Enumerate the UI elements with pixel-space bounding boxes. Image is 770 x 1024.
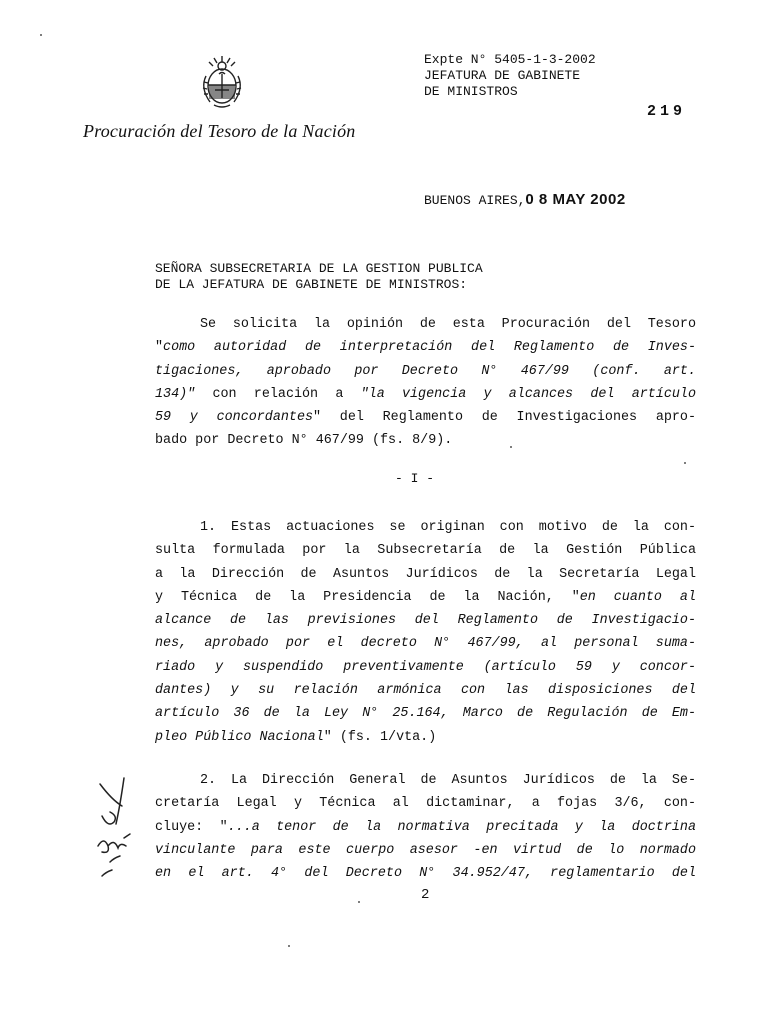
text-line: tigaciones, aprobado por Decreto N° 467/99 (conf. art. (155, 363, 696, 379)
text-line: en el art. 4° del Decreto N° 34.952/47, reglamentario del (155, 866, 696, 882)
office-line: DE MINISTROS (424, 84, 518, 99)
file-header (424, 52, 596, 100)
text-line: nes, aprobado por el decreto N° 467/99, al personal suma- (155, 636, 696, 652)
institution-name: Procuración del Tesoro de la Nación (83, 121, 356, 141)
text-line: 1. Estas actuaciones se originan con motivo de la con- (200, 520, 696, 535)
city: BUENOS AIRES, (424, 193, 526, 208)
argentine-coat-of-arms-icon (196, 54, 248, 110)
text-line: Se solicita la opinión de esta Procuración del Tesoro (200, 317, 696, 332)
file-number: Expte N° 5405-1-3-2002 (424, 52, 596, 67)
scan-speck (510, 446, 512, 448)
addressee (155, 261, 483, 293)
text-line: 59 y concordantes" del Reglamento de Investigaciones apro- (155, 410, 696, 426)
addressee-line: SEÑORA SUBSECRETARIA DE LA GESTION PUBLICA (155, 261, 483, 276)
text-line: vinculante para este cuerpo asesor -en virtud de lo normado (155, 842, 696, 858)
date-line (424, 191, 626, 208)
text-line: riado y suspendido preventivamente (artículo 59 y concor- (155, 659, 696, 675)
document-number: 219 (647, 103, 687, 120)
text-line: alcance de las previsiones del Reglamento de Investigacio- (155, 613, 696, 629)
scan-speck (684, 462, 686, 464)
text-line: sulta formulada por la Subsecretaría de la Gestión Pública (155, 543, 696, 559)
text-line: 134)" con relación a "la vigencia y alcances del artículo (155, 386, 696, 402)
intro-paragraph (155, 313, 696, 453)
text-line: bado por Decreto N° 467/99 (fs. 8/9). (155, 433, 453, 449)
office-line: JEFATURA DE GABINETE (424, 68, 581, 83)
date-stamp: 0 8 MAY 2002 (525, 191, 626, 208)
text-line: "como autoridad de interpretación del Reglamento de Inves- (155, 340, 696, 356)
text-line: dantes) y su relación armónica con las disposiciones del (155, 683, 696, 699)
scan-speck (40, 34, 42, 36)
scan-speck (358, 901, 360, 903)
addressee-line: DE LA JEFATURA DE GABINETE DE MINISTROS: (155, 277, 468, 292)
text-line: y Técnica de la Presidencia de la Nación, "en cuanto al (155, 589, 696, 605)
text-line: a la Dirección de Asuntos Jurídicos de la Secretaría Legal (155, 566, 696, 582)
text-line: artículo 36 de la Ley N° 25.164, Marco de Regulación de Em- (155, 706, 696, 722)
section-number: - I - (395, 471, 435, 486)
scan-speck (288, 945, 290, 947)
handwritten-initials-icon (94, 776, 150, 884)
paragraph-1 (155, 516, 696, 749)
text-line: pleo Público Nacional" (fs. 1/vta.) (155, 729, 437, 745)
text-line: cluye: "...a tenor de la normativa precitada y la doctrina (155, 819, 696, 835)
page-number: 2 (421, 887, 430, 903)
paragraph-2 (155, 769, 696, 885)
text-line: 2. La Dirección General de Asuntos Jurídicos de la Se- (200, 773, 696, 788)
text-line: cretaría Legal y Técnica al dictaminar, a fojas 3/6, con- (155, 796, 696, 812)
